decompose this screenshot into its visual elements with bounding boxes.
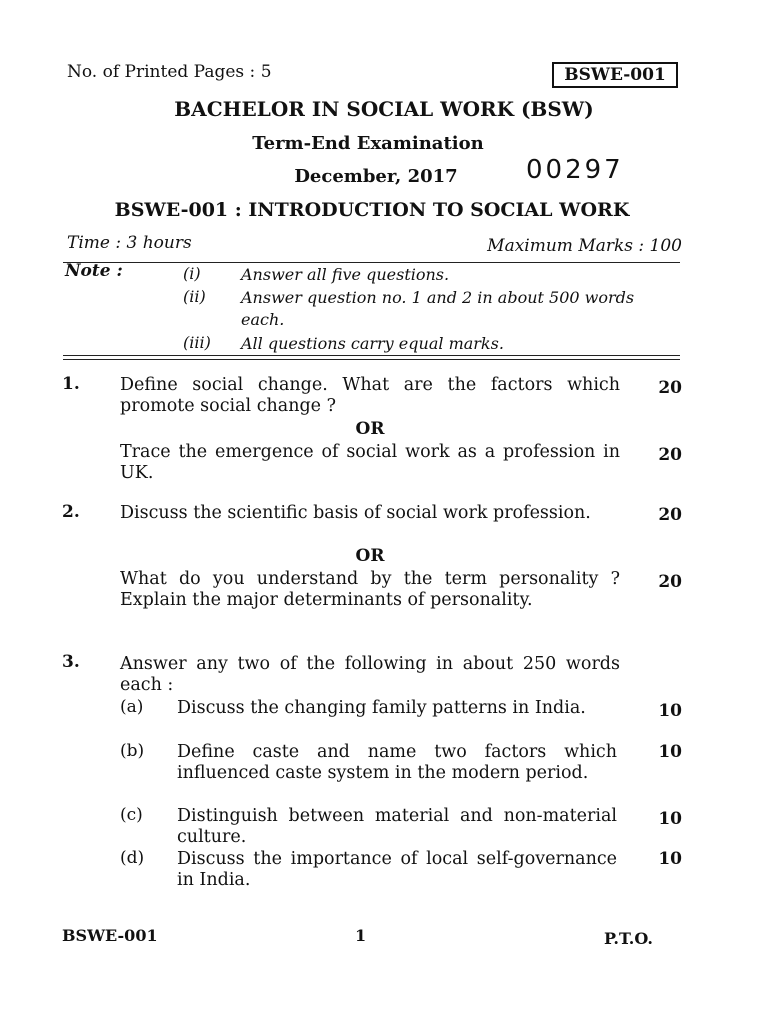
note-item-text: Answer question no. 1 and 2 in about 500 words each.	[241, 288, 635, 329]
question-intro: Answer any two of the following in about 250 words each :	[120, 654, 620, 695]
printed-pages-count: No. of Printed Pages : 5	[67, 62, 272, 82]
subpart-label: (c)	[120, 805, 143, 825]
or-separator: OR	[355, 546, 385, 566]
question-marks: 20	[658, 378, 682, 398]
footer-course-code: BSWE-001	[62, 926, 158, 945]
note-item-text: Answer all five questions.	[241, 265, 450, 284]
note-item-number: (i)	[183, 264, 201, 283]
question-number: 1.	[62, 374, 80, 394]
subpart-marks: 10	[658, 701, 682, 721]
serial-number: 00297	[526, 155, 624, 185]
please-turn-over: P.T.O.	[604, 929, 653, 948]
course-title: BSWE-001 : INTRODUCTION TO SOCIAL WORK	[114, 199, 630, 221]
note-label: Note :	[65, 261, 123, 281]
question-number: 3.	[62, 652, 80, 672]
subpart-label: (d)	[120, 848, 145, 868]
programme-title: BACHELOR IN SOCIAL WORK (BSW)	[174, 97, 594, 121]
question-marks: 20	[658, 445, 682, 465]
subpart-text: Distinguish between material and non-material culture.	[177, 806, 617, 847]
question-marks: 20	[658, 572, 682, 592]
subpart-marks: 10	[658, 849, 682, 869]
maximum-marks: Maximum Marks : 100	[487, 236, 682, 256]
question-text: Define social change. What are the factors which promote social change ?	[120, 375, 620, 416]
divider-line	[63, 262, 680, 263]
subpart-text: Discuss the changing family patterns in India.	[177, 698, 586, 718]
question-marks: 20	[658, 505, 682, 525]
divider-line	[63, 359, 680, 360]
note-item-text: All questions carry equal marks.	[241, 334, 504, 353]
course-code-box: BSWE-001	[552, 62, 678, 88]
subpart-text: Discuss the importance of local self-governance in India.	[177, 849, 617, 890]
subpart-marks: 10	[658, 809, 682, 829]
subpart-label: (b)	[120, 741, 145, 761]
or-separator: OR	[355, 419, 385, 439]
exam-session: December, 2017	[294, 166, 458, 187]
question-number: 2.	[62, 502, 80, 522]
subpart-marks: 10	[658, 742, 682, 762]
time-allowed: Time : 3 hours	[67, 233, 192, 253]
page-number: 1	[355, 926, 367, 945]
note-item-number: (ii)	[183, 287, 206, 306]
subpart-label: (a)	[120, 697, 144, 717]
note-item-number: (iii)	[183, 333, 211, 352]
exam-title: Term-End Examination	[252, 133, 484, 154]
subpart-text: Define caste and name two factors which influenced caste system in the modern period.	[177, 742, 617, 783]
question-text: Trace the emergence of social work as a profession in UK.	[120, 442, 620, 483]
question-text: Discuss the scientific basis of social work profession.	[120, 503, 591, 523]
divider-line	[63, 355, 680, 356]
question-text: What do you understand by the term personality ? Explain the major determinants of personality.	[120, 569, 620, 610]
